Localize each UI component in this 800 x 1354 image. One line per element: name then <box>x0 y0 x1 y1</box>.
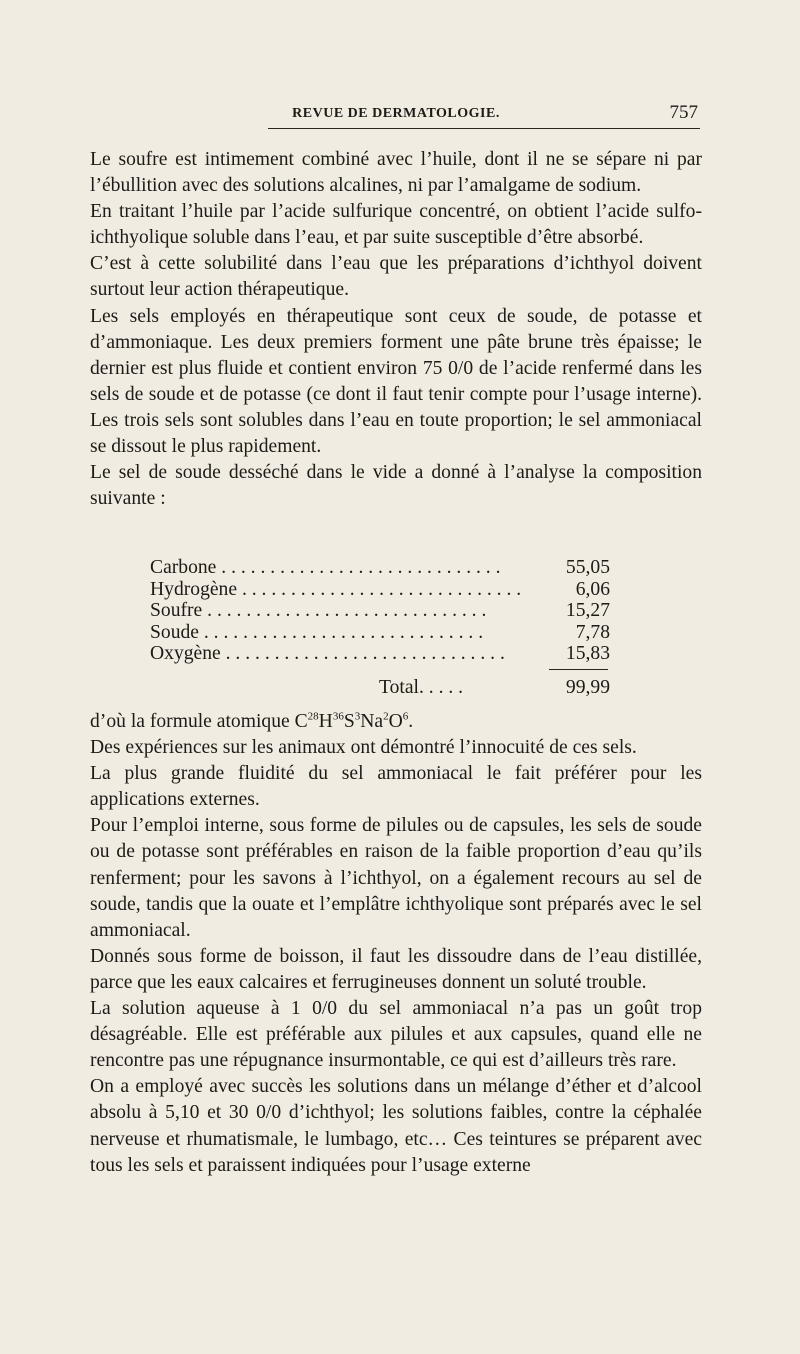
formula-c-index: 28 <box>307 710 319 723</box>
paragraph: On a employé avec succès les solutions dans un mélange d’éther et d’alcool absolu à 5,10 et 30 0/0 d’ichthyol; les solutions faibles, contre la céphalée nerveuse et rhumatismale, le lumbago, etc… Ces teintures se préparent avec tous les sels et paraissent indiquées pour l’usage externe <box>90 1076 702 1176</box>
formula-s-index: 3 <box>354 710 361 723</box>
body-text-bottom <box>90 709 702 1179</box>
composition-row <box>150 600 610 622</box>
total-value: 99,99 <box>565 677 610 698</box>
formula-prefix: d’où la formule atomique <box>90 711 295 732</box>
element-label: Carbone . . . <box>150 557 501 579</box>
paragraph: Le sel de soude desséché dans le vide a donné à l’analyse la composition suivante : <box>90 462 702 510</box>
element-value: 15,83 <box>546 643 610 665</box>
composition-row <box>150 579 610 601</box>
header-rule <box>268 128 700 129</box>
body-text-top <box>90 147 702 512</box>
element-label: Soufre . . . <box>150 600 486 622</box>
paragraph: Pour l’emploi interne, sous forme de pilules ou de capsules, les sels de soude ou de potasse sont préférables en raison de la faible proportion d’eau qu’ils renferment; pour les savons à l’ichthyol, on a également recours au sel de soude, tandis que la ouate et l’emplâtre ichthyolique sont préparés avec le sel ammoniacal. <box>90 815 702 941</box>
total-rule <box>549 669 608 670</box>
formula-suffix: . <box>408 711 414 732</box>
element-label: Oxygène . . . <box>150 643 505 665</box>
paragraph: Les sels employés en thérapeutique sont ceux de soude, de potasse et d’ammoniaque. Les deux premiers forment une pâte brune très épaisse; le dernier est plus fluide et contient environ 75 0/0 de l’acide renfermé dans les sels de soude et de potasse (ce dont il faut tenir compte pour l’usage interne). Les trois sels sont solubles dans l’eau en toute proportion; le sel ammoniacal se dissout le plus rapidement. <box>90 305 702 458</box>
formula-h-index: 36 <box>332 710 344 723</box>
composition-table <box>150 557 610 665</box>
composition-row <box>150 643 610 665</box>
formula-c: C <box>294 711 308 732</box>
element-value: 55,05 <box>546 557 610 579</box>
element-label: Soude . . . <box>150 622 483 644</box>
composition-row <box>150 622 610 644</box>
composition-row <box>150 557 610 579</box>
total-label: Total. . . . . <box>379 677 464 698</box>
paragraph: La plus grande fluidité du sel ammoniacal le fait préférer pour les applications externes. <box>90 763 702 811</box>
formula-na-index: 2 <box>383 710 389 723</box>
paragraph: C’est à cette solubilité dans l’eau que les préparations d’ichthyol doivent surtout leur action thérapeutique. <box>90 253 702 301</box>
formula-s: S <box>343 711 355 732</box>
paragraph: Des expériences sur les animaux ont démontré l’innocuité de ces sels. <box>90 737 637 759</box>
paragraph: La solution aqueuse à 1 0/0 du sel ammoniacal n’a pas un goût trop désagréable. Elle est préférable aux pilules et aux capsules, quand elle ne rencontre pas une répugnance insurmontable, ce qui est d’ailleurs très rare. <box>90 998 702 1072</box>
element-value: 7,78 <box>546 622 610 644</box>
element-label: Hydrogène . . . <box>150 579 521 601</box>
formula-o: O <box>388 711 403 732</box>
formula-h: H <box>318 711 333 732</box>
page-number: 757 <box>669 102 698 123</box>
paragraph: Le soufre est intimement combiné avec l’huile, dont il ne se sépare ni par l’ébullition avec des solutions alcalines, ni par l’amalgame de sodium. <box>90 149 702 197</box>
paragraph: Donnés sous forme de boisson, il faut les dissoudre dans de l’eau distillée, parce que les eaux calcaires et ferrugineuses donnent un soluté trouble. <box>90 945 702 993</box>
formula-line <box>90 709 702 735</box>
formula-na: Na <box>360 711 384 732</box>
running-title: REVUE DE DERMATOLOGIE. <box>292 106 500 121</box>
element-value: 6,06 <box>546 579 610 601</box>
formula-o-index: 6 <box>402 710 409 723</box>
element-value: 15,27 <box>546 600 610 622</box>
page-header <box>92 102 700 126</box>
paragraph: En traitant l’huile par l’acide sulfurique concentré, on obtient l’acide sulfo-ichthyolique soluble dans l’eau, et par suite susceptible d’être absorbé. <box>90 201 702 249</box>
